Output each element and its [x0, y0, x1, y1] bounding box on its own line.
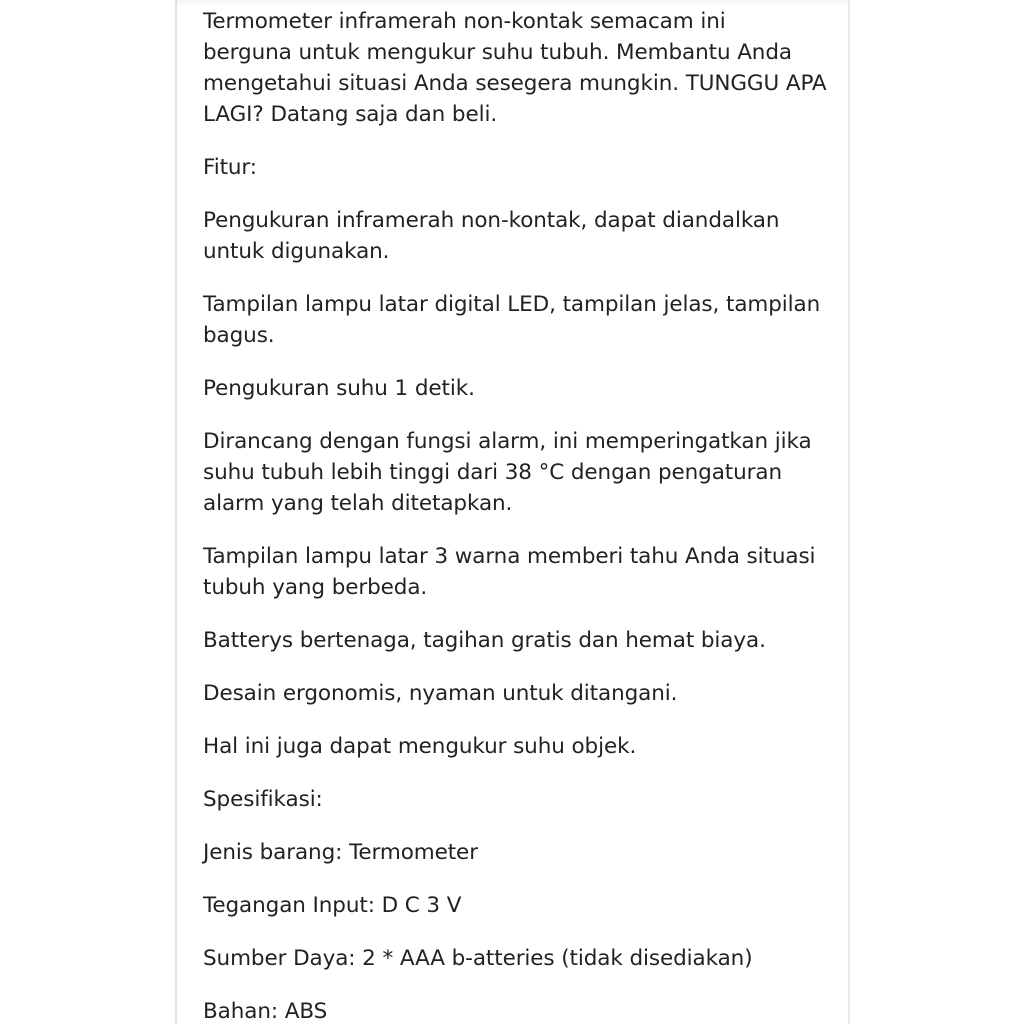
feature-item: Tampilan lampu latar 3 warna memberi tahu Anda situasi tubuh yang berbeda.	[203, 544, 816, 600]
spec-item: Tegangan Input: D C 3 V	[203, 893, 462, 918]
feature-item: Hal ini juga dapat mengukur suhu objek.	[203, 734, 637, 759]
product-description	[203, 6, 828, 1024]
spec-item: Bahan: ABS	[203, 999, 328, 1024]
intro-paragraph: Termometer inframerah non-kontak semacam ini berguna untuk mengukur suhu tubuh. Membantu Anda mengetahui situasi Anda sesegera mungkin. TUNGGU APA LAGI? Datang saja dan beli.	[203, 9, 827, 127]
spec-item: Sumber Daya: 2 * AAA b-atteries (tidak disediakan)	[203, 946, 753, 971]
feature-item: Tampilan lampu latar digital LED, tampilan jelas, tampilan bagus.	[203, 292, 821, 348]
features-heading: Fitur:	[203, 155, 257, 180]
feature-item: Dirancang dengan fungsi alarm, ini memperingatkan jika suhu tubuh lebih tinggi dari 38 °C dengan pengaturan alarm yang telah ditetapkan.	[203, 429, 812, 516]
feature-item: Pengukuran suhu 1 detik.	[203, 376, 475, 401]
specs-heading: Spesifikasi:	[203, 787, 323, 812]
feature-item: Pengukuran inframerah non-kontak, dapat diandalkan untuk digunakan.	[203, 208, 780, 264]
product-description-panel	[176, 0, 849, 1024]
spec-item: Jenis barang: Termometer	[203, 840, 478, 865]
feature-item: Batterys bertenaga, tagihan gratis dan hemat biaya.	[203, 628, 766, 653]
feature-item: Desain ergonomis, nyaman untuk ditangani.	[203, 681, 678, 706]
